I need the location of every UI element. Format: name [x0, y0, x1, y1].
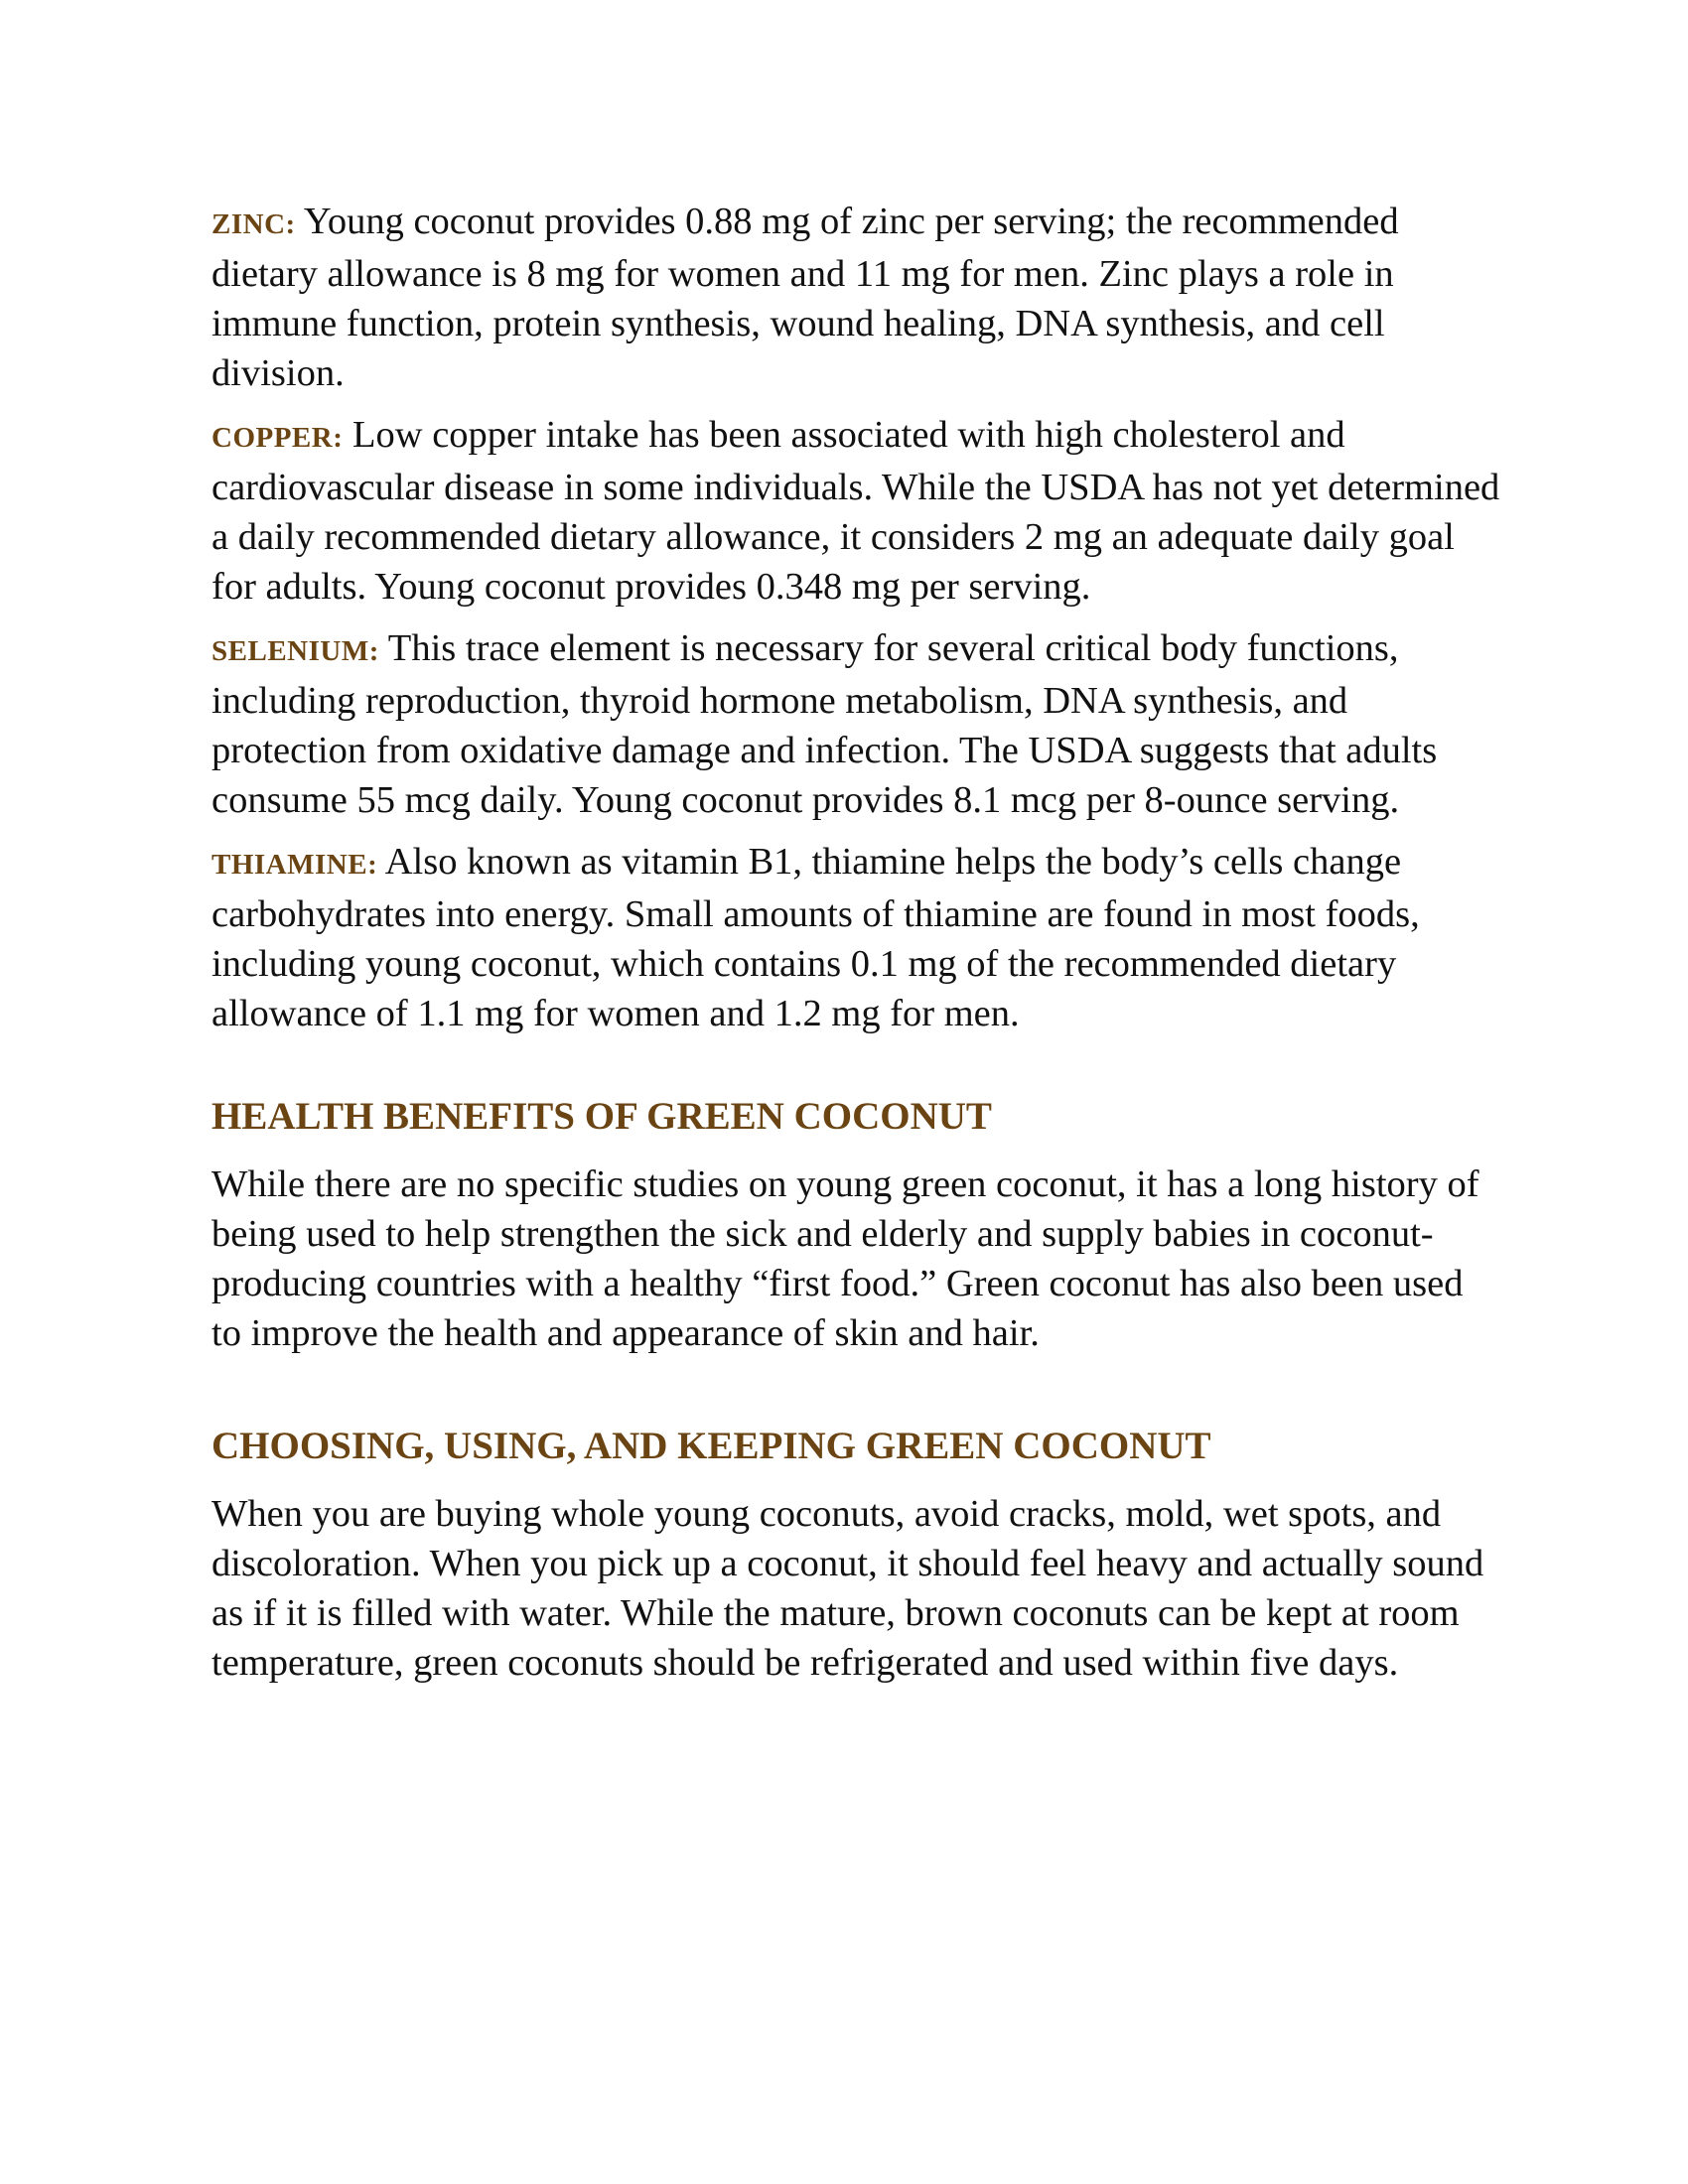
- nutrient-label: SELENIUM:: [211, 635, 379, 667]
- section-heading-health-benefits: HEALTH BENEFITS OF GREEN COCONUT: [211, 1095, 992, 1138]
- nutrient-label: COPPER:: [211, 422, 344, 454]
- nutrient-text: Also known as vitamin B1, thiamine helps the body’s cells change carbohydrates into energy. Small amounts of thiamine are found in most foods, including young coconut, which contains 0.1 mg of the recommended dietary allowance of 1.1 mg for women and 1.2 mg for men.: [211, 841, 1420, 1034]
- nutrient-zinc: [211, 197, 1502, 398]
- nutrient-label: THIAMINE:: [211, 849, 378, 881]
- section-body-choosing-using-keeping: When you are buying whole young coconuts, avoid cracks, mold, wet spots, and discoloration. When you pick up a coconut, it should feel heavy and actually sound as if it is filled with water. While the mature, brown coconuts can be kept at room temperature, green coconuts should be refrigerated and used within five days.: [211, 1493, 1484, 1684]
- nutrient-text: This trace element is necessary for several critical body functions, including reproduction, thyroid hormone metabolism, DNA synthesis, and protection from oxidative damage and infection. The USDA suggests that adults consume 55 mcg daily. Young coconut provides 8.1 mcg per 8-ounce serving.: [211, 627, 1438, 821]
- nutrient-text: Low copper intake has been associated with high cholesterol and cardiovascular disease in some individuals. While the USDA has not yet determined a daily recommended dietary allowance, it considers 2 mg an adequate daily goal for adults. Young coconut provides 0.348 mg per serving.: [211, 414, 1500, 608]
- document-page: [211, 197, 1502, 1688]
- nutrient-thiamine: [211, 837, 1502, 1038]
- nutrient-label: ZINC:: [211, 208, 296, 240]
- nutrient-selenium: [211, 623, 1502, 825]
- nutrient-text: Young coconut provides 0.88 mg of zinc per serving; the recommended dietary allowance is 8 mg for women and 11 mg for men. Zinc plays a role in immune function, protein synthesis, wound healing, DNA synthesis, and cell division.: [211, 201, 1399, 394]
- nutrient-copper: [211, 410, 1502, 612]
- section-heading-choosing-using-keeping: CHOOSING, USING, AND KEEPING GREEN COCONUT: [211, 1425, 1211, 1467]
- section-body-health-benefits: While there are no specific studies on young green coconut, it has a long history of being used to help strengthen the sick and elderly and supply babies in coconut-producing countries with a healthy “first food.” Green coconut has also been used to improve the health and appearance of skin and hair.: [211, 1163, 1479, 1354]
